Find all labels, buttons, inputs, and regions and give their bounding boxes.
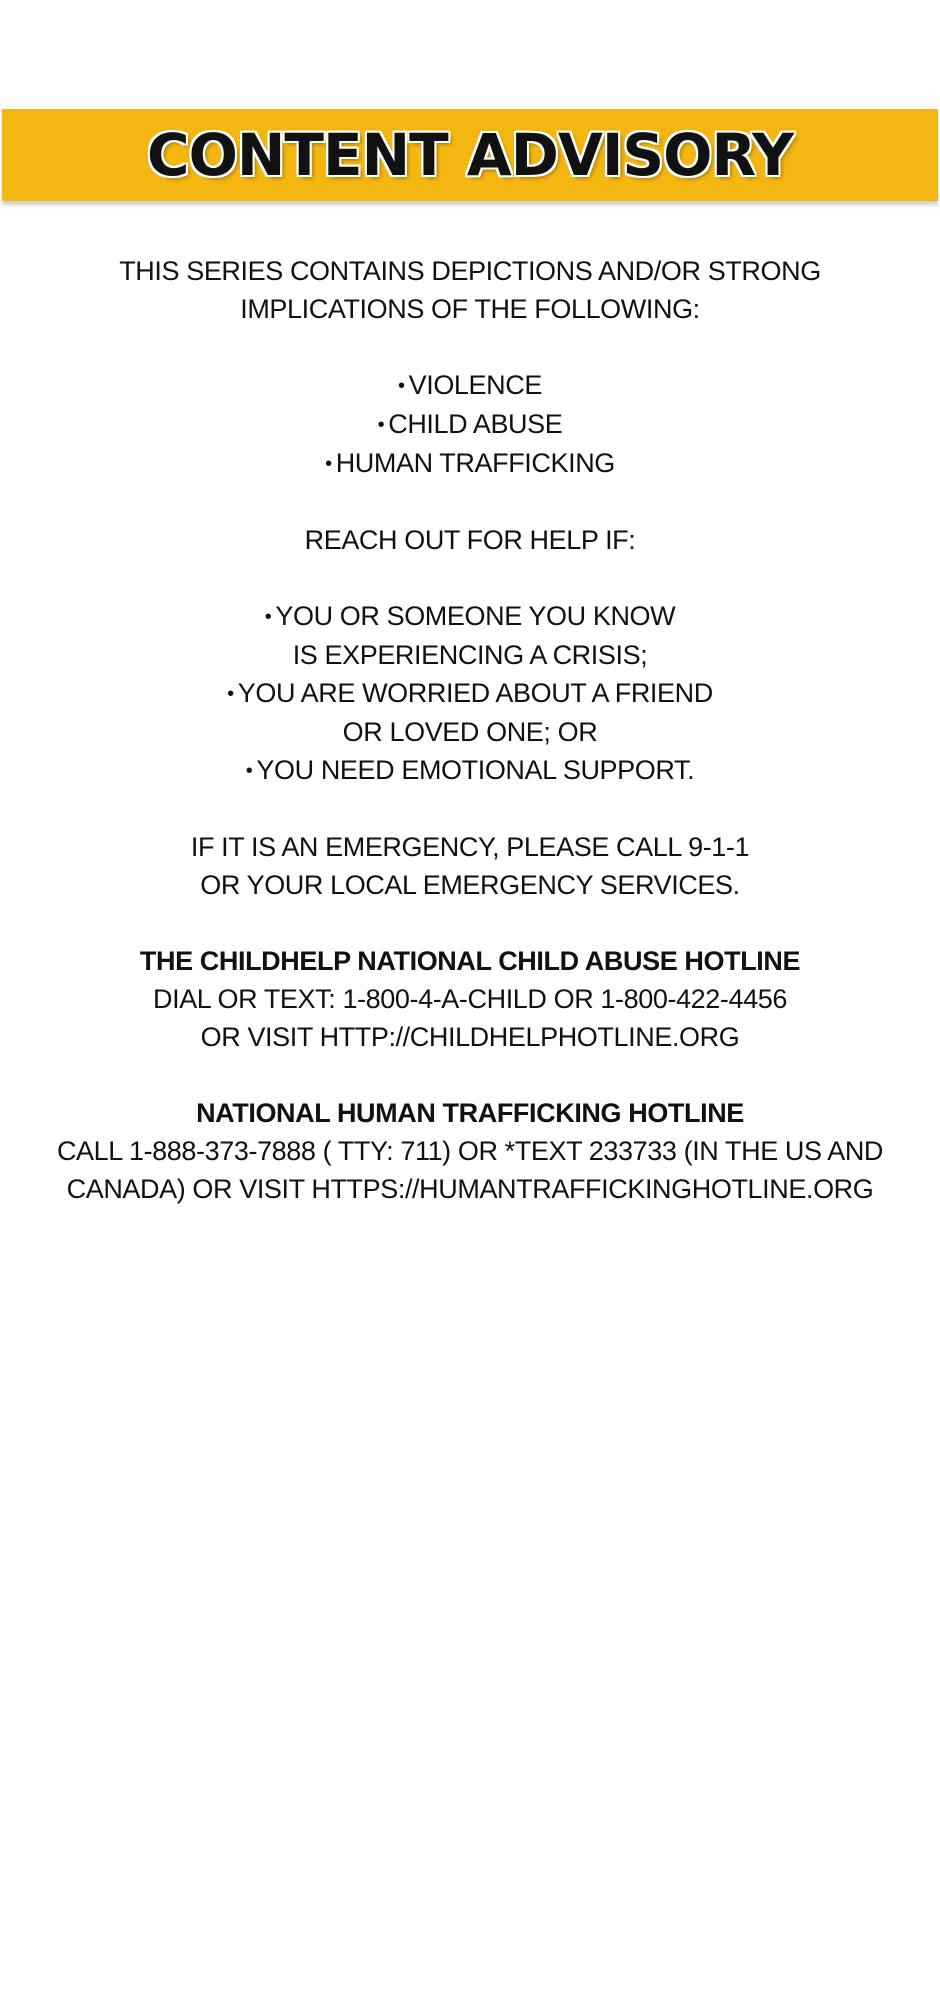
intro-section — [20, 252, 920, 328]
topic-item — [20, 444, 920, 483]
intro-line: THIS SERIES CONTAINS DEPICTIONS AND/OR STRONG — [119, 256, 821, 286]
spacer — [20, 1056, 920, 1094]
trafficking-contact-line: CANADA) OR VISIT HTTPS://HUMANTRAFFICKINGHOTLINE.ORG — [66, 1174, 874, 1204]
bullet-icon: • — [245, 760, 253, 782]
help-item-text: YOU NEED EMOTIONAL SUPPORT. — [256, 755, 695, 785]
childhelp-hotline — [20, 942, 920, 1056]
topic-label: CHILD ABUSE — [388, 409, 563, 439]
trafficking-hotline — [20, 1094, 920, 1208]
intro-line: IMPLICATIONS OF THE FOLLOWING: — [240, 294, 700, 324]
emergency-line: IF IT IS AN EMERGENCY, PLEASE CALL 9-1-1 — [190, 832, 750, 862]
topic-item — [20, 366, 920, 405]
help-item-continuation: IS EXPERIENCING A CRISIS; — [292, 640, 648, 670]
help-item-continuation: OR LOVED ONE; OR — [342, 717, 598, 747]
spacer — [20, 904, 920, 942]
trafficking-contact-line: CALL 1-888-373-7888 ( TTY: 711) OR *TEXT 233733 (IN THE US AND — [56, 1136, 884, 1166]
childhelp-contact-line: DIAL OR TEXT: 1-800-4-A-CHILD OR 1-800-422-4456 — [153, 984, 787, 1014]
topic-label: VIOLENCE — [408, 370, 542, 400]
help-item — [20, 674, 920, 713]
spacer — [20, 328, 920, 366]
help-item — [20, 597, 920, 636]
help-item — [20, 751, 920, 790]
topics-list — [20, 366, 920, 483]
bullet-icon: • — [264, 606, 272, 628]
content-advisory-banner — [2, 109, 938, 201]
bullet-icon: • — [227, 683, 234, 705]
help-item-text: YOU ARE WORRIED ABOUT A FRIEND — [237, 678, 713, 708]
bullet-icon: • — [377, 414, 385, 436]
banner-title: CONTENT ADVISORY — [147, 121, 793, 189]
spacer — [20, 559, 920, 597]
childhelp-title: THE CHILDHELP NATIONAL CHILD ABUSE HOTLINE — [139, 946, 801, 976]
topic-item — [20, 405, 920, 444]
spacer — [20, 483, 920, 521]
help-list — [20, 597, 920, 790]
topic-label: HUMAN TRAFFICKING — [335, 448, 615, 478]
bullet-icon: • — [325, 453, 332, 475]
emergency-notice — [20, 828, 920, 904]
trafficking-title: NATIONAL HUMAN TRAFFICKING HOTLINE — [196, 1098, 744, 1128]
advisory-content — [20, 252, 920, 1208]
help-item-text: YOU OR SOMEONE YOU KNOW — [275, 601, 676, 631]
childhelp-contact-line: OR VISIT HTTP://CHILDHELPHOTLINE.ORG — [200, 1022, 740, 1052]
bullet-icon: • — [398, 375, 405, 397]
spacer — [20, 790, 920, 828]
emergency-line: OR YOUR LOCAL EMERGENCY SERVICES. — [200, 870, 740, 900]
help-heading: REACH OUT FOR HELP IF: — [304, 525, 636, 555]
